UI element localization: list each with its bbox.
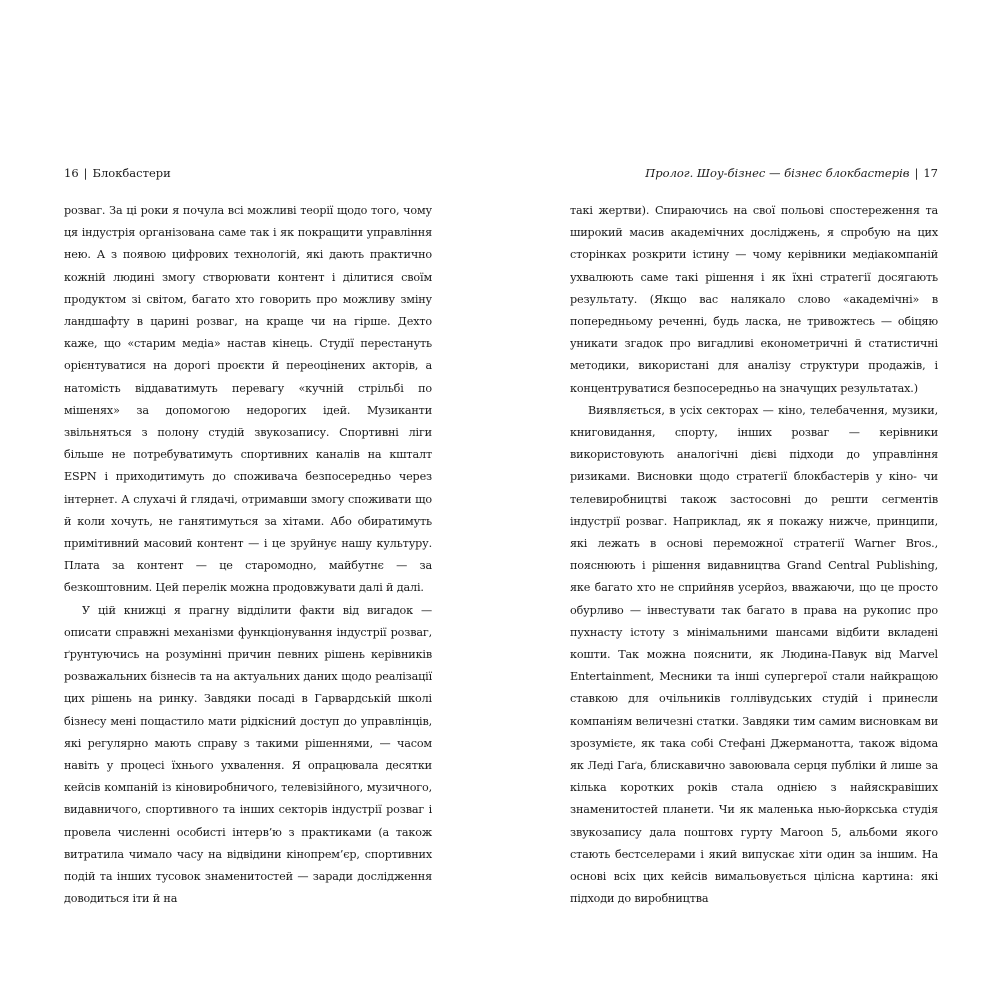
paragraph: такі жертви). Спираючись на свої польові спостереження та широкий масив академічних досліджень, я спробую на цих сторінках розкрити істину — чому керівники медіакомпаній ухвалюють саме такі рішення і як їхні стратегії досягають результату. (Якщо вас налякало слово «академічні» в попередньому реченні, будь ласка, не тривожтесь — обіцяю уникати згадок про вигадливі економетричні й статистичні методики, використані для аналізу структури продажів, і концентруватися безпосередньо на значущих результатах.) (570, 204, 938, 395)
right-body-text (570, 200, 938, 911)
header-separator: | (914, 166, 919, 180)
paragraph: Виявляється, в усіх секторах — кіно, телебачення, музики, книговидання, спорту, інших розваг — керівники використовують аналогічні дієві підходи до управління ризиками. Висновки щодо стратегії блокбастерів у кіно- чи телевиробництві також застосовні до решти сегментів індустрії розваг. Наприклад, як я покажу нижче, принципи, які лежать в основі переможної стратегії Warner Bros., пояснюють і рішення видавництва Grand Central Publishing, яке багато хто не сприйняв усерйоз, вважаючи, що це просто обурливо — інвестувати так багато в права на рукопис про пухнасту істоту з мінімальними шансами відбити вкладені кошти. Так можна пояснити, як Людина-Павук від Marvel Entertainment, Месники та інші супергерої стали найкращою ставкою для очільників голлівудських студій і принесли компаніям величезні статки. Завдяки тим самим висновкам ви зрозумієте, як така собі Стефані Джерманотта, також відома як Леді Гаґа, блискавично завоювала серця публіки й лише за кілька коротких років стала однією з найяскравіших знаменитостей планети. Чи як маленька нью-йоркська студія звукозапису дала поштовх гурту Maroon 5, альбоми якого стають бестселерами і який випускає хіти один за іншим. На основі всіх цих кейсів вимальовується цілісна картина: які підходи до виробництва (570, 403, 938, 906)
left-body-text (64, 200, 432, 911)
header-separator: | (83, 166, 88, 180)
page-number: 17 (923, 166, 938, 180)
paragraph: розваг. За ці роки я почула всі можливі теорії щодо того, чому ця індустрія організована саме так і як покращити управління нею. А з появою цифрових технологій, які дають практично кожній людині змогу створювати контент і ділитися своїм продуктом зі світом, багато хто говорить про можливу зміну ландшафту в царині розваг, на краще чи на гірше. Дехто каже, що «старим медіа» настав кінець. Студії перестануть орієнтуватися на дорогі проєкти й переоцінених акторів, а натомість віддаватимуть перевагу «кучній стрільбі по мішенях» за допомогою недорогих ідей. Музиканти звільняться з полону студій звукозапису. Спортивні ліги більше не потребуватимуть спортивних каналів на кшталт ESPN і приходитимуть до споживача безпосередньо через інтернет. А слухачі й глядачі, отримавши змогу споживати що й коли хочуть, не ганятимуться за хітами. Або обиратимуть примітивний масовий контент — і це зруйнує нашу культуру. Плата за контент — це старомодно, майбутнє — за безкоштовним. Цей перелік можна продовжувати далі й далі. (64, 204, 432, 595)
right-running-head (645, 163, 938, 183)
running-title: Пролог. Шоу-бізнес — бізнес блокбастерів (645, 166, 910, 180)
running-title: Блокбастери (92, 166, 171, 180)
left-running-head (64, 163, 171, 183)
page-number: 16 (64, 166, 79, 180)
right-page (500, 0, 1000, 1000)
paragraph: У цій книжці я прагну відділити факти від вигадок — описати справжні механізми функціонування індустрії розваг, ґрунтуючись на розумінні причин певних рішень керівників розважальних бізнесів та на актуальних даних щодо реалізації цих рішень на ринку. Завдяки посаді в Гарвардській школі бізнесу мені пощастило мати рідкісний доступ до управлінців, які регулярно мають справу з такими рішеннями, — часом навіть у процесі їхнього ухвалення. Я опрацювала десятки кейсів компаній із кіновиробничого, телевізійного, музичного, видавничого, спортивного та інших секторів індустрії розваг і провела численні особисті інтерв’ю з практиками (а також витратила чимало часу на відвідини кінопрем’єр, спортивних подій та інших тусовок знаменитостей — заради дослідження доводиться іти й на (64, 603, 432, 906)
